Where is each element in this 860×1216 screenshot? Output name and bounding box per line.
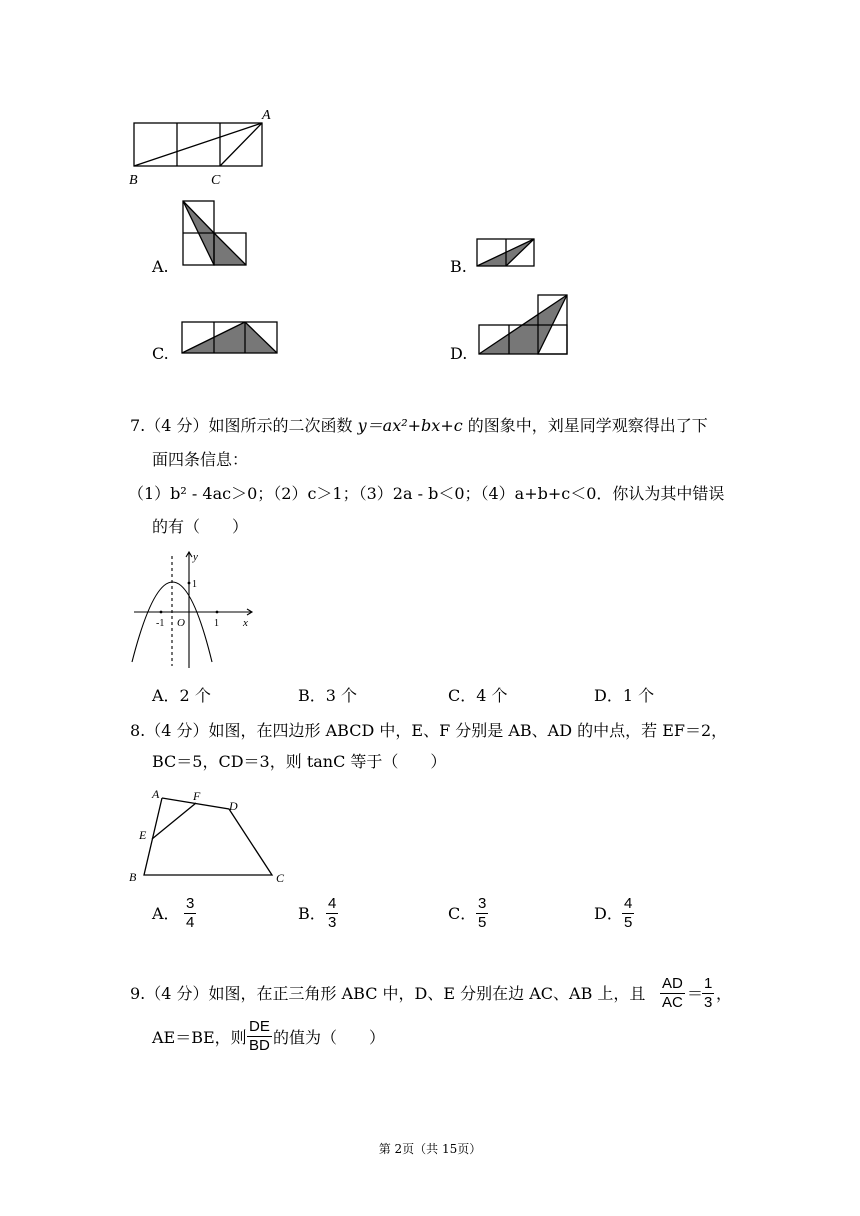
q9-line2-suffix: 的值为（ ） bbox=[273, 1028, 386, 1047]
q7-line4: 的有（ ） bbox=[152, 517, 249, 536]
q9-line2-prefix: AE＝BE，则 bbox=[152, 1028, 247, 1047]
q8-option-a-fraction bbox=[184, 896, 196, 931]
q8-option-a-label: A． bbox=[152, 904, 180, 923]
q7-line1-suffix: 的图象中，刘星同学观察得出了下 bbox=[462, 416, 708, 435]
q8-label-d: D bbox=[229, 799, 238, 813]
q8-option-d-fraction bbox=[622, 896, 634, 931]
q8-option-c-den: 5 bbox=[478, 914, 487, 931]
q7-y-axis-label: y bbox=[193, 551, 198, 563]
q8-option-b-label: B． bbox=[298, 904, 326, 923]
q8-label-e: E bbox=[139, 828, 147, 842]
q9-fraction-de-bd bbox=[247, 1019, 272, 1054]
q9-frac1-den: AC bbox=[662, 994, 683, 1011]
q8-option-c-label: C． bbox=[448, 904, 477, 923]
q9-frac2-num: 1 bbox=[704, 975, 713, 992]
q9-fraction-one-third bbox=[702, 976, 714, 1011]
q8-option-d-den: 5 bbox=[624, 914, 633, 931]
q6-option-a-label: A. bbox=[152, 257, 169, 276]
q7-option-c: C．4 个 bbox=[448, 686, 508, 705]
q9-equals: ＝ bbox=[687, 984, 704, 1003]
q7-x-one-label: 1 bbox=[214, 618, 219, 629]
q8-option-d-label: D． bbox=[594, 904, 623, 923]
q9-fraction-ad-ac bbox=[660, 976, 685, 1011]
q9-frac2-den: 3 bbox=[704, 994, 713, 1011]
q8-option-c-fraction bbox=[476, 896, 488, 931]
q7-parabola-graph bbox=[128, 548, 260, 670]
q6-option-b-label: B. bbox=[450, 257, 467, 276]
q8-option-b-num: 4 bbox=[328, 895, 337, 912]
q6-option-c-figure bbox=[179, 319, 281, 357]
label-c: C bbox=[211, 173, 221, 188]
q8-option-b-den: 3 bbox=[328, 914, 337, 931]
q8-label-f: F bbox=[193, 789, 201, 803]
q7-option-b: B．3 个 bbox=[298, 686, 358, 705]
q6-option-d-label: D. bbox=[450, 344, 468, 363]
label-a: A bbox=[262, 108, 271, 123]
q8-option-a-den: 4 bbox=[186, 914, 195, 931]
label-b: B bbox=[129, 173, 138, 188]
q6-option-a-figure bbox=[180, 198, 250, 270]
q8-label-a: A bbox=[152, 787, 160, 801]
q8-label-b: B bbox=[129, 870, 137, 884]
q7-option-a: A．2 个 bbox=[152, 686, 211, 705]
q8-line2: BC＝5，CD＝3，则 tanC 等于（ ） bbox=[152, 752, 447, 771]
q7-x-axis-label: x bbox=[243, 617, 248, 629]
q7-line2: 面四条信息： bbox=[152, 450, 249, 469]
q9-line1: 9.（4 分）如图，在正三角形 ABC 中，D、E 分别在边 AC、AB 上，且 bbox=[130, 984, 646, 1003]
q8-option-a-num: 3 bbox=[186, 895, 195, 912]
q7-option-d: D．1 个 bbox=[594, 686, 655, 705]
q8-label-c: C bbox=[276, 871, 285, 885]
q9-frac1-num: AD bbox=[662, 975, 683, 992]
q8-quadrilateral-figure bbox=[126, 786, 290, 886]
q8-option-b-fraction bbox=[326, 896, 338, 931]
q7-line1-prefix: 7.（4 分）如图所示的二次函数 bbox=[130, 416, 358, 435]
q7-line3: （1）b² - 4ac＞0；（2）c＞1；（3）2a - b＜0；（4）a+b+c＜0．你认为其中错误 bbox=[128, 484, 725, 503]
q9-frac3-num: DE bbox=[249, 1018, 270, 1035]
q6-option-b-figure bbox=[474, 236, 538, 270]
q9-frac3-den: BD bbox=[249, 1037, 270, 1054]
q8-option-c-num: 3 bbox=[478, 895, 487, 912]
q8-line1: 8.（4 分）如图，在四边形 ABCD 中，E、F 分别是 AB、AD 的中点，若 EF＝2， bbox=[130, 721, 728, 740]
q9-comma: ， bbox=[716, 984, 733, 1003]
q6-option-d-figure bbox=[476, 292, 572, 358]
q7-origin-label: O bbox=[177, 617, 185, 629]
q7-y-one-label: 1 bbox=[192, 579, 197, 590]
q6-main-figure bbox=[128, 104, 278, 190]
q7-formula: y＝ax²+bx+c bbox=[357, 416, 463, 435]
q8-option-d-num: 4 bbox=[624, 895, 633, 912]
page-footer: 第 2页（共 15页） bbox=[378, 1142, 482, 1156]
q7-line1 bbox=[130, 416, 708, 436]
q7-neg-one-label: -1 bbox=[156, 618, 165, 629]
q6-option-c-label: C. bbox=[152, 344, 169, 363]
